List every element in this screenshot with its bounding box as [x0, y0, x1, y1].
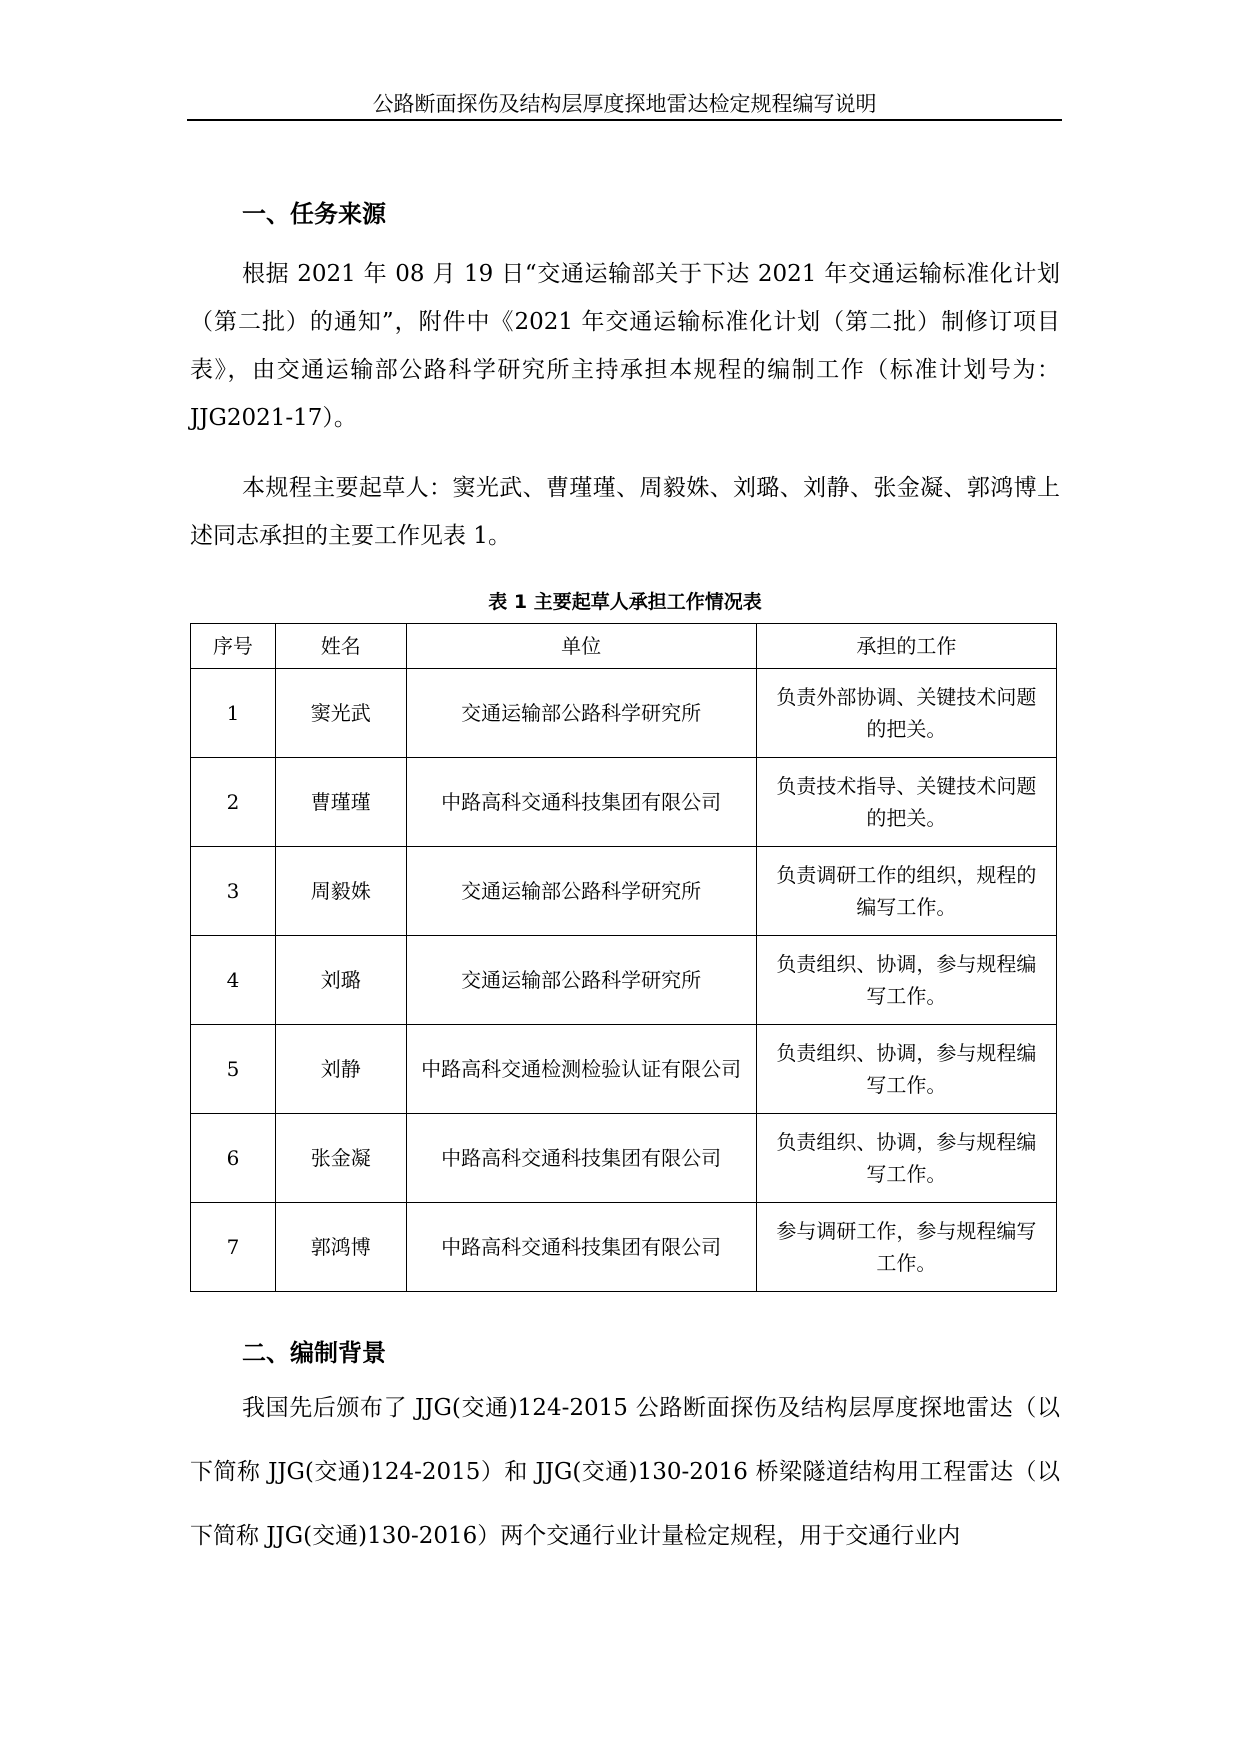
cell-name: 曹瑾瑾 [275, 758, 406, 847]
cell-organization: 中路高科交通检测检验认证有限公司 [406, 1025, 756, 1114]
cell-work: 负责技术指导、关键技术问题的把关。 [756, 758, 1056, 847]
table-row [191, 1203, 1057, 1292]
table-caption: 表 1 主要起草人承担工作情况表 [488, 591, 762, 613]
paragraph-drafters: 本规程主要起草人：窦光武、曹瑾瑾、周毅姝、刘璐、刘静、张金凝、郭鸿博上述同志承担的主要工作见表 1。 [190, 475, 1060, 549]
cell-work: 负责组织、协调，参与规程编写工作。 [756, 1114, 1056, 1203]
cell-index: 1 [191, 669, 276, 758]
column-header-index: 序号 [191, 624, 276, 669]
cell-work: 负责组织、协调，参与规程编写工作。 [756, 936, 1056, 1025]
table-row [191, 758, 1057, 847]
cell-organization: 交通运输部公路科学研究所 [406, 669, 756, 758]
cell-index: 7 [191, 1203, 276, 1292]
table-header-row [191, 624, 1057, 669]
cell-name: 刘静 [275, 1025, 406, 1114]
cell-work: 负责组织、协调，参与规程编写工作。 [756, 1025, 1056, 1114]
cell-name: 张金凝 [275, 1114, 406, 1203]
cell-name: 刘璐 [275, 936, 406, 1025]
drafters-table [190, 623, 1057, 1292]
cell-index: 4 [191, 936, 276, 1025]
cell-organization: 中路高科交通科技集团有限公司 [406, 1203, 756, 1292]
header-divider [187, 119, 1062, 121]
section-heading-task-source: 一、任务来源 [242, 200, 386, 228]
cell-index: 6 [191, 1114, 276, 1203]
section-heading-background: 二、编制背景 [242, 1339, 386, 1367]
cell-work: 参与调研工作，参与规程编写工作。 [756, 1203, 1056, 1292]
column-header-name: 姓名 [275, 624, 406, 669]
table-row [191, 1025, 1057, 1114]
cell-organization: 中路高科交通科技集团有限公司 [406, 758, 756, 847]
paragraph-background: 我国先后颁布了 JJG(交通)124-2015 公路断面探伤及结构层厚度探地雷达（以下简称 JJG(交通)124-2015）和 JJG(交通)130-2016 桥梁隧道结构用工程雷达（以下简称 JJG(交通)130-2016）两个交通行业计量检定规程，用于交通行业内 [190, 1395, 1060, 1549]
table-row [191, 1114, 1057, 1203]
cell-organization: 中路高科交通科技集团有限公司 [406, 1114, 756, 1203]
table-row [191, 669, 1057, 758]
cell-name: 周毅姝 [275, 847, 406, 936]
cell-index: 3 [191, 847, 276, 936]
cell-name: 郭鸿博 [275, 1203, 406, 1292]
cell-name: 窦光武 [275, 669, 406, 758]
paragraph-task-source: 根据 2021 年 08 月 19 日“交通运输部关于下达 2021 年交通运输标准化计划（第二批）的通知”，附件中《2021 年交通运输标准化计划（第二批）制修订项目表》，由交通运输部公路科学研究所主持承担本规程的编制工作（标准计划号为：JJG2021-17）。 [190, 261, 1060, 431]
cell-work: 负责调研工作的组织，规程的编写工作。 [756, 847, 1056, 936]
cell-work: 负责外部协调、关键技术问题的把关。 [756, 669, 1056, 758]
page-header: 公路断面探伤及结构层厚度探地雷达检定规程编写说明 [372, 92, 877, 116]
table-row [191, 847, 1057, 936]
cell-index: 2 [191, 758, 276, 847]
cell-index: 5 [191, 1025, 276, 1114]
cell-organization: 交通运输部公路科学研究所 [406, 936, 756, 1025]
column-header-work: 承担的工作 [756, 624, 1056, 669]
cell-organization: 交通运输部公路科学研究所 [406, 847, 756, 936]
table-row [191, 936, 1057, 1025]
column-header-organization: 单位 [406, 624, 756, 669]
